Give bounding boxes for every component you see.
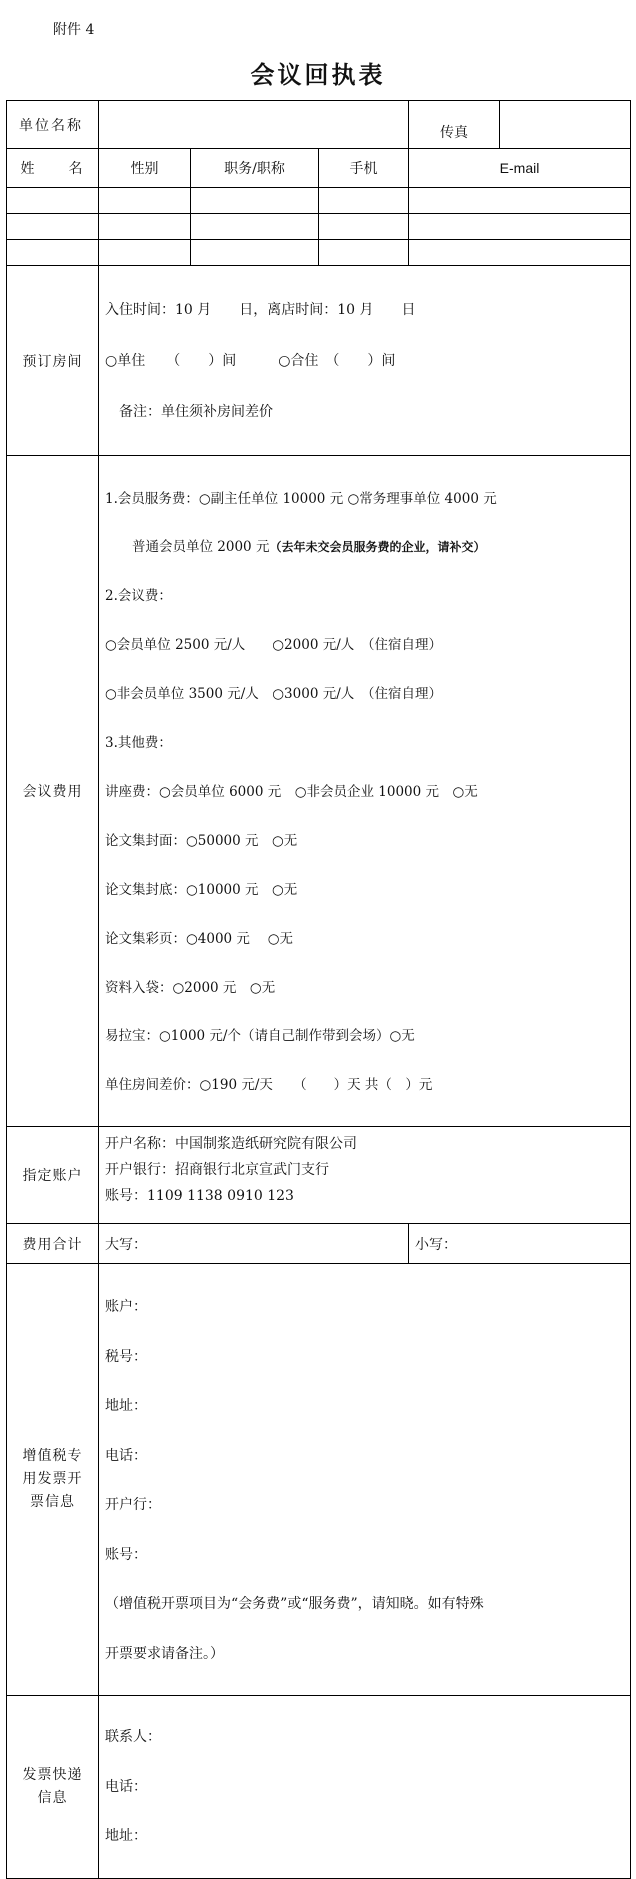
invoice-note: （增值税开票项目为“会务费”或“服务费”，请知晓。如有特殊 — [105, 1596, 484, 1613]
fee-line: 1.会员服务费：○副主任单位 10000 元 ○常务理事单位 4000 元 — [105, 490, 497, 507]
booking-line: 入住时间：10 月 日，离店时间：10 月 日 — [105, 302, 416, 318]
invoice-row — [7, 1264, 631, 1696]
delivery-content[interactable] — [99, 1696, 631, 1879]
fee-line: 易拉宝：○1000 元/个（请自己制作带到会场）○无 — [105, 1028, 415, 1045]
invoice-label: 增值税专用发票开票信息 — [7, 1264, 99, 1696]
delivery-label: 发票快递信息 — [7, 1696, 99, 1879]
page-title: 会议回执表 — [250, 60, 386, 89]
account-number: 账号：1109 1138 0910 123 — [105, 1188, 294, 1205]
account-bank: 开户银行：招商银行北京宣武门支行 — [105, 1162, 329, 1179]
email-cell[interactable] — [409, 188, 631, 214]
attendee-row — [7, 240, 631, 266]
fee-line: 讲座费：○会员单位 6000 元 ○非会员企业 10000 元 ○无 — [105, 783, 478, 800]
invoice-content[interactable] — [99, 1264, 631, 1696]
fee-line: 单住房间差价：○190 元/天 （ ）天 共（ ）元 — [105, 1077, 433, 1094]
booking-row — [7, 266, 631, 456]
unit-input[interactable] — [99, 101, 409, 149]
fees-content[interactable] — [99, 456, 631, 1127]
attendee-row — [7, 188, 631, 214]
fee-line: 论文集彩页：○4000 元 ○无 — [105, 930, 293, 947]
name-cell[interactable] — [7, 188, 99, 214]
account-row — [7, 1127, 631, 1224]
invoice-field: 地址： — [105, 1398, 147, 1415]
delivery-field: 地址： — [105, 1828, 147, 1845]
total-row — [7, 1224, 631, 1264]
attendee-row — [7, 214, 631, 240]
unit-row — [7, 101, 631, 149]
fee-line: 3.其他费： — [105, 735, 172, 752]
reply-form-table — [6, 100, 631, 1879]
fee-line — [105, 539, 624, 555]
gender-cell[interactable] — [99, 214, 191, 240]
gender-cell[interactable] — [99, 240, 191, 266]
total-lower-field[interactable] — [409, 1224, 631, 1264]
total-upper-label: 大写： — [105, 1236, 147, 1253]
invoice-field: 开户行： — [105, 1497, 161, 1514]
title-cell[interactable] — [191, 214, 319, 240]
email-cell[interactable] — [409, 214, 631, 240]
name-cell[interactable] — [7, 240, 99, 266]
invoice-field: 电话： — [105, 1447, 147, 1464]
fee-line: ○会员单位 2500 元/人 ○2000 元/人 （住宿自理） — [105, 637, 442, 654]
delivery-field: 电话： — [105, 1778, 147, 1795]
title-cell[interactable] — [191, 240, 319, 266]
delivery-row — [7, 1696, 631, 1879]
fax-label: 传真 — [409, 101, 500, 149]
unit-label: 单位名称 — [7, 101, 99, 149]
booking-content[interactable] — [99, 266, 631, 456]
col-name: 姓 名 — [7, 149, 99, 188]
booking-line: ○单住 （ ）间 ○合住 （ ）间 — [105, 353, 396, 369]
booking-line: 备注：单住须补房间差价 — [105, 404, 273, 420]
fee-line: 论文集封底：○10000 元 ○无 — [105, 881, 298, 898]
delivery-field: 联系人： — [105, 1729, 161, 1746]
account-name: 开户名称：中国制浆造纸研究院有限公司 — [105, 1136, 357, 1153]
total-lower-label: 小写： — [415, 1236, 458, 1253]
mobile-cell[interactable] — [319, 188, 409, 214]
total-upper-field[interactable] — [99, 1224, 409, 1264]
title-cell[interactable] — [191, 188, 319, 214]
email-cell[interactable] — [409, 240, 631, 266]
invoice-field: 税号： — [105, 1348, 147, 1365]
invoice-field: 账号： — [105, 1546, 147, 1563]
invoice-note: 开票要求请备注。） — [105, 1645, 224, 1662]
total-label: 费用合计 — [7, 1224, 99, 1264]
mobile-cell[interactable] — [319, 240, 409, 266]
mobile-cell[interactable] — [319, 214, 409, 240]
fees-label: 会议费用 — [7, 456, 99, 1127]
fee-line: ○非会员单位 3500 元/人 ○3000 元/人 （住宿自理） — [105, 686, 442, 703]
fee-line: 2.会议费： — [105, 588, 172, 605]
col-title: 职务/职称 — [191, 149, 319, 188]
fee-note: （去年未交会员服务费的企业，请补交） — [269, 540, 486, 555]
col-email: E-mail — [409, 149, 631, 188]
attachment-label: 附件 4 — [53, 22, 95, 38]
fax-input[interactable] — [500, 101, 631, 149]
col-mobile: 手机 — [319, 149, 409, 188]
fees-row — [7, 456, 631, 1127]
account-content — [99, 1127, 631, 1224]
name-cell[interactable] — [7, 214, 99, 240]
gender-cell[interactable] — [99, 188, 191, 214]
attendee-header-row — [7, 149, 631, 188]
invoice-field: 账户： — [105, 1299, 147, 1316]
fee-line: 论文集封面：○50000 元 ○无 — [105, 832, 298, 849]
account-label: 指定账户 — [7, 1127, 99, 1224]
booking-label: 预订房间 — [7, 266, 99, 456]
col-gender: 性别 — [99, 149, 191, 188]
fee-line: 资料入袋：○2000 元 ○无 — [105, 979, 276, 996]
fee-line-text: 普通会员单位 2000 元 — [105, 539, 270, 556]
